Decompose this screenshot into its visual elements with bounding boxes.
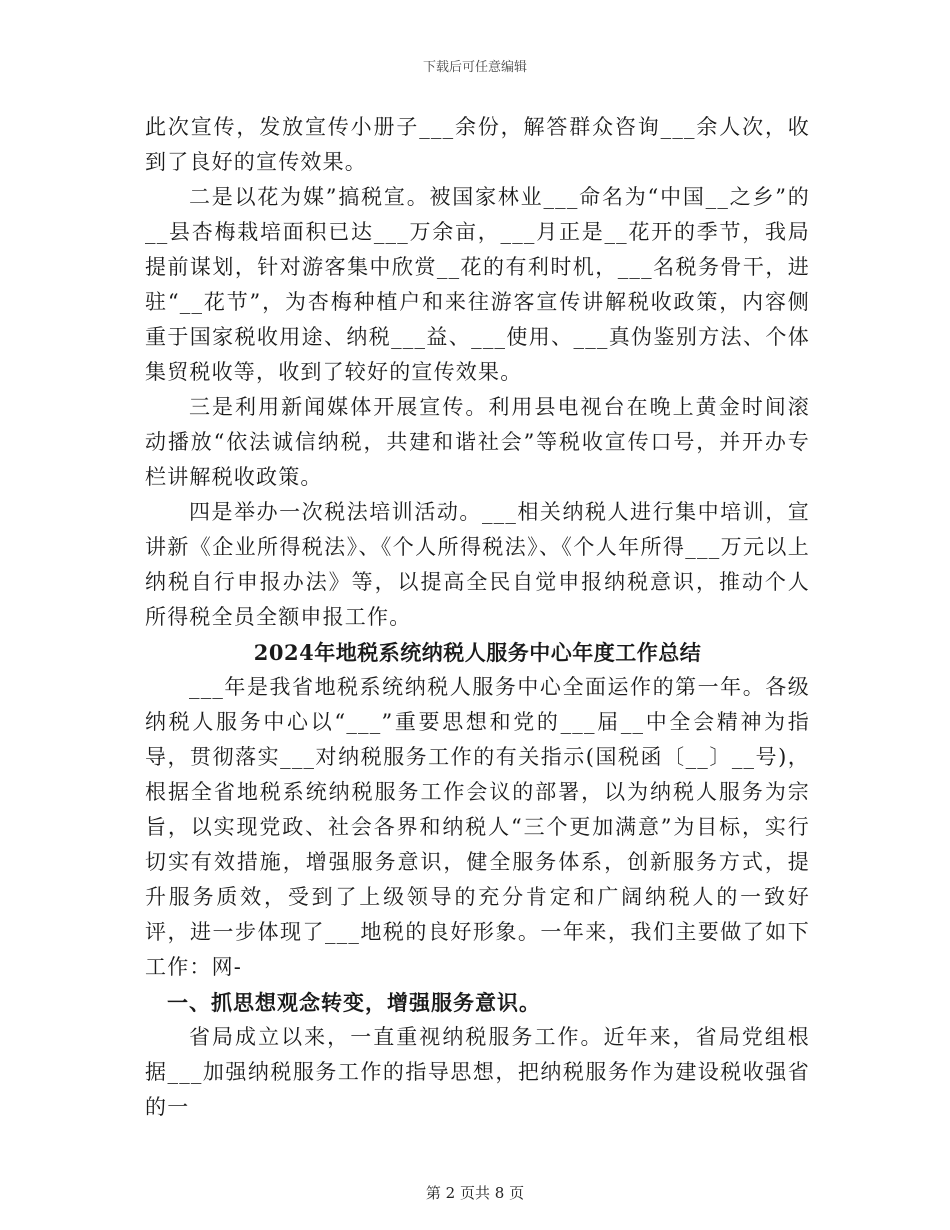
page-footer: 第 2 页共 8 页 <box>425 1184 525 1202</box>
page-header: 下载后可任意编辑 <box>422 60 527 75</box>
paragraph-training: 四是举办一次税法培训活动。___相关纳税人进行集中培训，宣讲新《企业所得税法》、《个人所得税法》、《个人年所得___万元以上纳税自行申报办法》等，以提高全民自觉申报纳税意识，推动个人所得税全员全额申报工作。 <box>145 500 810 629</box>
paragraph-flower-promo: 二是以花为媒”搞税宣。被国家林业___命名为“中国__之乡”的__县杏梅栽培面积已达___万余亩，___月正是__花开的季节，我局提前谋划，针对游客集中欣赏__花的有利时机，___名税务骨干，进驻“__花节”，为杏梅种植户和来往游客宣传讲解税收政策，内容侧重于国家税收用途、纳税___益、___使用、___真伪鉴别方法、个体集贸税收等，收到了较好的宣传效果。 <box>145 185 810 384</box>
paragraph-continuation: 此次宣传，发放宣传小册子___余份，解答群众咨询___余人次，收到了良好的宣传效果。 <box>145 115 810 174</box>
document-title: 2024年地税系统纳税人服务中心年度工作总结 <box>253 640 702 665</box>
paragraph-media-promo: 三是利用新闻媒体开展宣传。利用县电视台在晚上黄金时间滚动播放“依法诚信纳税，共建和谐社会”等税收宣传口号，并开办专栏讲解税收政策。 <box>145 395 810 489</box>
document-body <box>145 110 810 1125</box>
paragraph-intro: ___年是我省地税系统纳税人服务中心全面运作的第一年。各级纳税人服务中心以“___”重要思想和党的___届__中全会精神为指导，贯彻落实___对纳税服务工作的有关指示(国税函〔__〕__号)，根据全省地税系统纳税服务工作会议的部署，以为纳税人服务为宗旨，以实现党政、社会各界和纳税人“三个更加满意”为目标，实行切实有效措施，增强服务意识，健全服务体系，创新服务方式，提升服务质效，受到了上级领导的充分肯定和广阔纳税人的一致好评，进一步体现了___地税的良好形象。一年来，我们主要做了如下工作：网- <box>145 675 810 979</box>
section-heading: 一、抓思想观念转变，增强服务意识。 <box>167 990 541 1015</box>
paragraph-section-body: 省局成立以来，一直重视纳税服务工作。近年来，省局党组根据___加强纳税服务工作的指导思想，把纳税服务作为建设税收强省的一 <box>145 1025 810 1119</box>
